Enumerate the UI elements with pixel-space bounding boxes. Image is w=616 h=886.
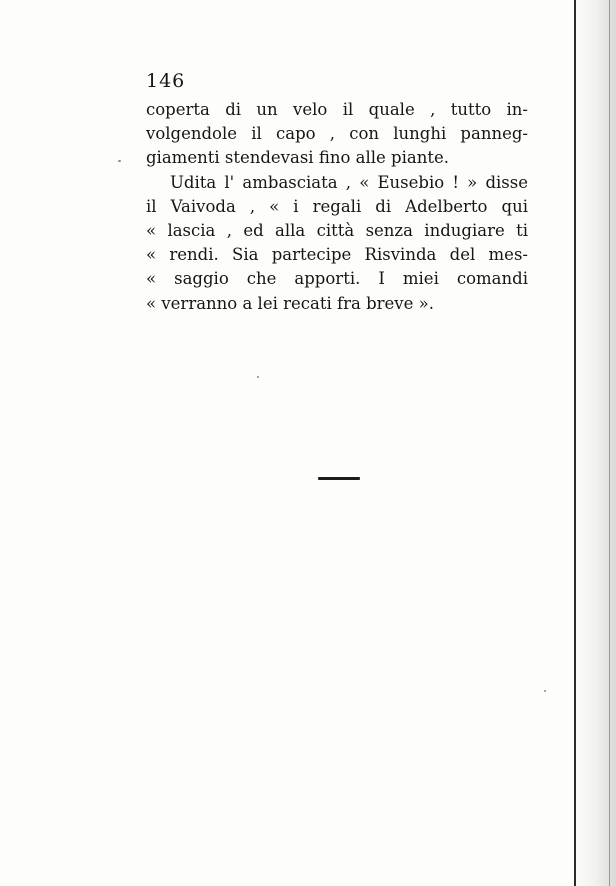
text-line: « rendi. Sia partecipe Risvinda del mes- [146,245,528,265]
page-edge-line [574,0,576,886]
text-line: il Vaivoda , « i regali di Adelberto qui [146,196,528,216]
paper-speck [118,160,121,162]
text-line: giamenti stendevasi fino alle piante. [146,148,449,168]
body-text [146,98,528,316]
paper-speck [544,690,546,692]
page-edge-line-outer [609,0,610,886]
text-line: Udita l' ambasciata , « Eusebio ! » disse [170,172,528,192]
text-line: volgendole il capo , con lunghi panneg- [146,124,528,144]
text-line: « lascia , ed alla città senza indugiare ti [146,220,528,240]
end-of-chapter-rule [318,477,360,480]
text-line: « verranno a lei recati fra breve ». [146,293,434,313]
page-number: 146 [146,70,186,92]
text-line: coperta di un velo il quale , tutto in- [146,100,528,119]
paper-speck [257,376,259,378]
text-line: « saggio che apporti. I miei comandi [146,269,528,289]
